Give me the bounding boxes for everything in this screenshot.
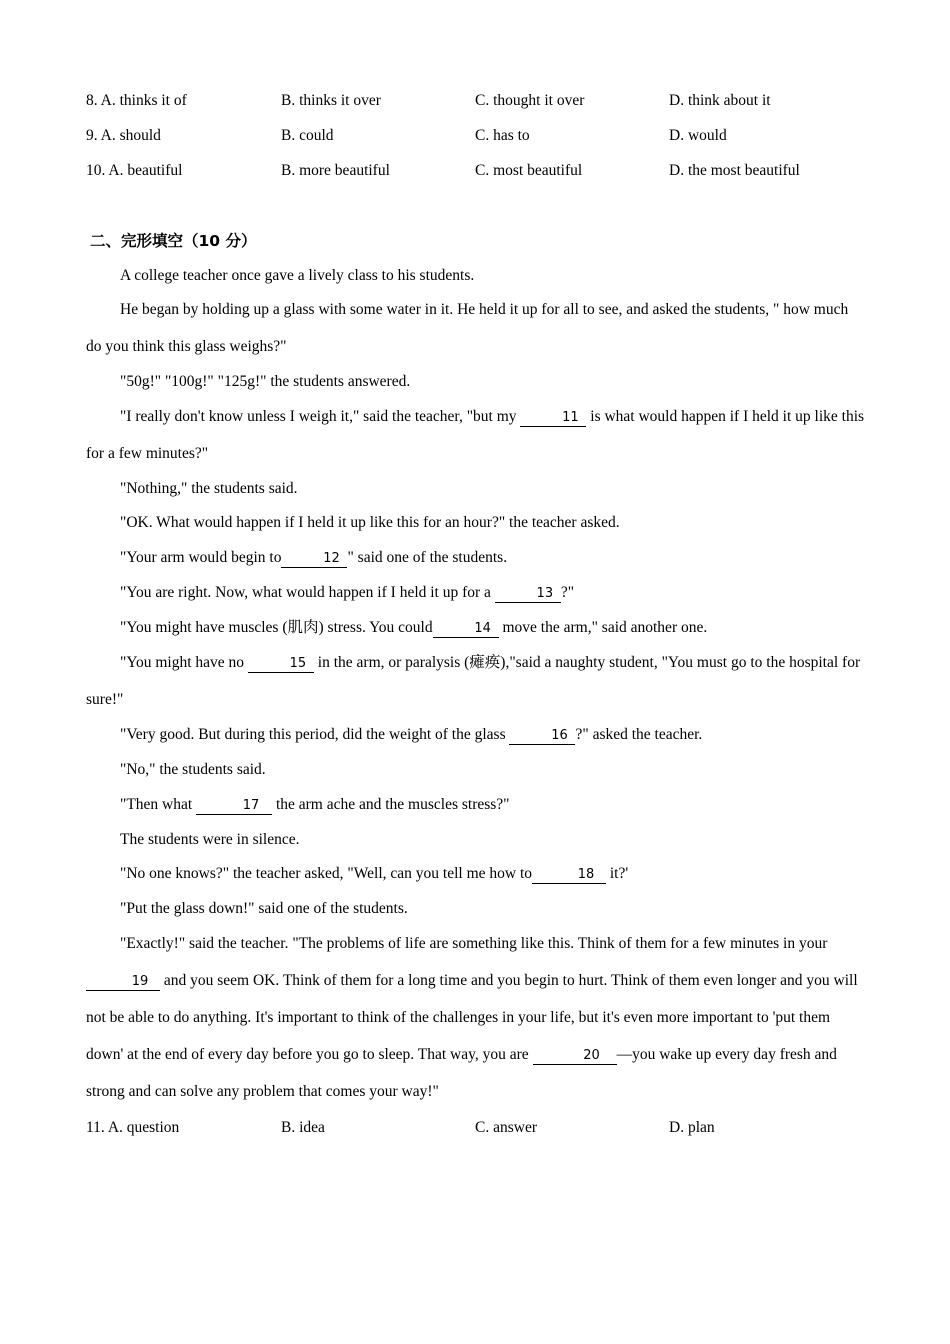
option-row-8: [86, 90, 886, 112]
option-8-a: 8. A. thinks it of: [86, 92, 187, 109]
text-span: —you wake up every day fresh and strong and can solve any problem that comes your way!": [86, 1046, 837, 1100]
text-span: the arm ache and the muscles stress?": [272, 796, 510, 813]
blank-17: 17: [196, 798, 272, 815]
text-span: "You are right. Now, what would happen if I held it up for a: [120, 584, 495, 601]
option-11-c: C. answer: [475, 1119, 537, 1136]
passage-paragraph: [86, 609, 866, 646]
section-title: 二、完形填空（10 分）: [90, 232, 257, 250]
option-8-c: C. thought it over: [475, 92, 585, 109]
option-10-a: 10. A. beautiful: [86, 162, 183, 179]
blank-16: 16: [509, 728, 575, 745]
option-9-b: B. could: [281, 127, 334, 144]
text-span: "Then what: [120, 796, 197, 813]
text-span: "I really don't know unless I weigh it," said the teacher, "but my: [120, 408, 521, 425]
option-row-9: [86, 125, 886, 147]
passage-paragraph: [86, 855, 866, 892]
passage-paragraph: He began by holding up a glass with some water in it. He held it up for all to see, and asked the students, " how much do you think this glass weighs?": [86, 301, 849, 355]
text-span: ?": [560, 584, 575, 601]
option-row-10: [86, 160, 886, 182]
text-span: is what would happen if I held it up like this for a few minutes?": [86, 408, 865, 462]
option-11-a: 11. A. question: [86, 1119, 180, 1136]
text-span: and you seem OK. Think of them for a long time and you begin to hurt. Think of them even longer and you will not be able to do anything. It's important to think of the challenges in your life, but it's even more important to 'put them down' at the end of every day before you go to sleep. That way, you are: [86, 972, 858, 1063]
passage-paragraph: "OK. What would happen if I held it up like this for an hour?" the teacher asked.: [120, 514, 620, 531]
option-10-b: B. more beautiful: [281, 162, 390, 179]
blank-15: 15: [248, 656, 314, 673]
blank-13: 13: [495, 586, 561, 603]
option-10-c: C. most beautiful: [475, 162, 583, 179]
option-9-a: 9. A. should: [86, 127, 161, 144]
option-9-c: C. has to: [475, 127, 530, 144]
blank-18: 18: [532, 867, 606, 884]
passage-paragraph: [86, 398, 866, 472]
blank-19: 19: [86, 974, 160, 991]
option-10-d: D. the most beautiful: [669, 162, 800, 179]
passage-paragraph: "50g!" "100g!" "125g!" the students answered.: [120, 373, 411, 390]
text-span: " said one of the students.: [347, 549, 508, 566]
passage-paragraph: "Put the glass down!" said one of the students.: [120, 900, 408, 917]
option-9-d: D. would: [669, 127, 727, 144]
text-span: ?" asked the teacher.: [575, 726, 703, 743]
text-span: "Very good. But during this period, did the weight of the glass: [120, 726, 510, 743]
passage-paragraph: [86, 539, 866, 576]
text-span: "Exactly!" said the teacher. "The problems of life are something like this. Think of them for a few minutes in your: [120, 935, 828, 952]
passage-paragraph: A college teacher once gave a lively class to his students.: [120, 267, 475, 284]
passage-paragraph: "Nothing," the students said.: [120, 480, 298, 497]
option-11-b: B. idea: [281, 1119, 325, 1136]
option-8-d: D. think about it: [669, 92, 771, 109]
passage-paragraph: [86, 786, 866, 823]
text-span: "No one knows?" the teacher asked, "Well, can you tell me how to: [120, 865, 532, 882]
text-span: in the arm, or paralysis (瘫痪),"said a naughty student, "You must go to the hospital for sure!": [86, 654, 861, 708]
blank-20: 20: [533, 1048, 617, 1065]
passage-paragraph: "No," the students said.: [120, 761, 266, 778]
option-11-d: D. plan: [669, 1119, 715, 1136]
blank-12: 12: [281, 551, 347, 568]
blank-11: 11: [520, 410, 586, 427]
passage-paragraph: [86, 644, 866, 718]
passage-paragraph: [86, 925, 866, 1110]
option-row-11: [86, 1117, 886, 1139]
text-span: move the arm," said another one.: [498, 619, 708, 636]
text-span: "You might have muscles (肌肉) stress. You could: [120, 619, 433, 636]
blank-14: 14: [433, 621, 499, 638]
text-span: it?': [606, 865, 629, 882]
passage-paragraph: [86, 716, 866, 753]
option-8-b: B. thinks it over: [281, 92, 381, 109]
text-span: "Your arm would begin to: [120, 549, 282, 566]
passage-paragraph: The students were in silence.: [120, 831, 300, 848]
passage-paragraph: [86, 574, 866, 611]
text-span: "You might have no: [120, 654, 248, 671]
